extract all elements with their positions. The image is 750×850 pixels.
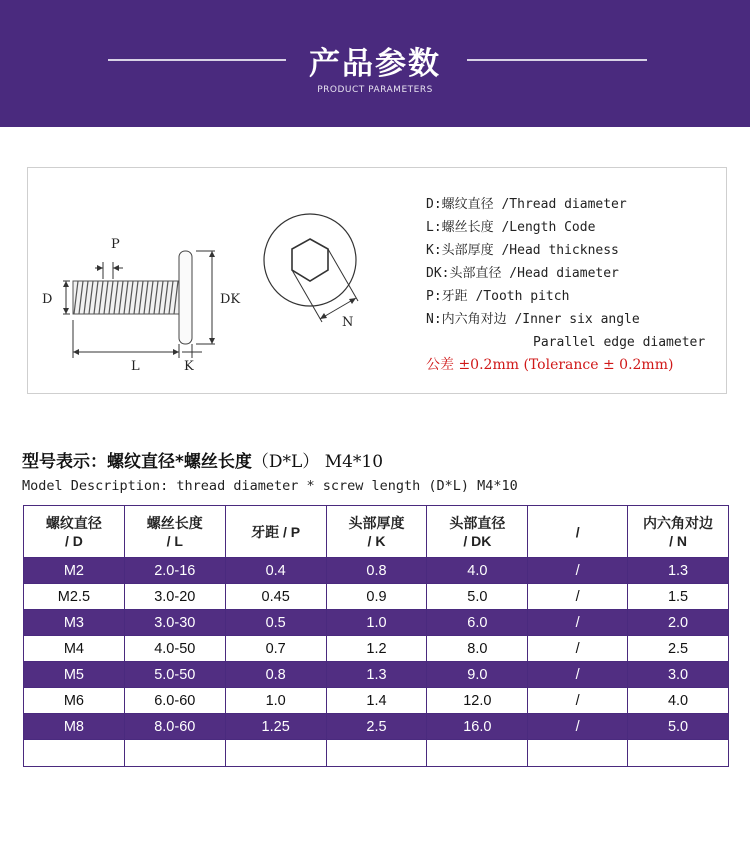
cell: / xyxy=(528,714,628,740)
cell: 1.0 xyxy=(225,688,326,714)
legend-item: N:内六角对边 /Inner six angle xyxy=(426,312,640,327)
table-row xyxy=(24,636,729,662)
header-thread-diameter xyxy=(24,506,125,558)
label-dk: DK xyxy=(220,292,241,307)
cell: 1.3 xyxy=(628,558,729,584)
table-row xyxy=(24,584,729,610)
cell: 8.0 xyxy=(427,636,528,662)
header-line: 头部直径 xyxy=(449,514,506,531)
label-l: L xyxy=(131,359,140,374)
label-d: D xyxy=(42,292,53,307)
cell xyxy=(427,740,528,767)
cell: M6 xyxy=(24,688,125,714)
cell: 1.4 xyxy=(326,688,427,714)
tolerance-note: 公差 ±0.2mm (Tolerance ± 0.2mm) xyxy=(426,357,674,373)
table-row-empty xyxy=(24,740,729,767)
cell xyxy=(225,740,326,767)
cell: 1.5 xyxy=(628,584,729,610)
header-divider-right xyxy=(467,59,647,61)
legend-item: D:螺纹直径 /Thread diameter xyxy=(426,197,627,212)
cell: / xyxy=(528,584,628,610)
page-title: 产品参数 xyxy=(309,46,441,82)
cell: 3.0-20 xyxy=(124,584,225,610)
cell: 1.3 xyxy=(326,662,427,688)
label-n: N xyxy=(342,315,354,330)
cell: M4 xyxy=(24,636,125,662)
cell: 16.0 xyxy=(427,714,528,740)
legend-item-continuation: Parallel edge diameter xyxy=(533,335,706,350)
legend-item: L:螺丝长度 /Length Code xyxy=(426,220,596,235)
cell: 1.0 xyxy=(326,610,427,636)
header-pitch xyxy=(225,506,326,558)
cell xyxy=(124,740,225,767)
cell: / xyxy=(528,610,628,636)
cell: 2.5 xyxy=(326,714,427,740)
page-subtitle: PRODUCT PARAMETERS xyxy=(317,85,433,95)
table-row xyxy=(24,610,729,636)
cell: 5.0-50 xyxy=(124,662,225,688)
header-line: / N xyxy=(669,532,687,549)
header-line: 牙距 / P xyxy=(251,523,301,540)
cell: 3.0 xyxy=(628,662,729,688)
legend-item: P:牙距 /Tooth pitch xyxy=(426,289,570,304)
header-line: / DK xyxy=(463,532,492,549)
cell: M8 xyxy=(24,714,125,740)
header-head-diameter xyxy=(427,506,528,558)
cell: 4.0 xyxy=(427,558,528,584)
cell: 6.0-60 xyxy=(124,688,225,714)
cell: 0.7 xyxy=(225,636,326,662)
header-line: / xyxy=(575,523,580,540)
legend-item: DK:头部直径 /Head diameter xyxy=(426,266,619,281)
table-row xyxy=(24,688,729,714)
header-banner xyxy=(0,0,750,127)
parameters-table xyxy=(23,505,729,767)
cell: 5.0 xyxy=(427,584,528,610)
header-line: 内六角对边 xyxy=(643,514,714,531)
header-slash xyxy=(528,506,628,558)
cell: 4.0-50 xyxy=(124,636,225,662)
table-header-row xyxy=(24,506,729,558)
cell: M3 xyxy=(24,610,125,636)
label-k: K xyxy=(184,359,194,374)
model-description-en: Model Description: thread diameter * screw length (D*L) M4*10 xyxy=(22,478,518,494)
cell: 2.0 xyxy=(628,610,729,636)
header-line: / D xyxy=(64,532,83,549)
cell: 2.5 xyxy=(628,636,729,662)
cell xyxy=(24,740,125,767)
header-line: 螺丝长度 xyxy=(146,514,203,531)
header-head-thickness xyxy=(326,506,427,558)
cell: M5 xyxy=(24,662,125,688)
cell: 3.0-30 xyxy=(124,610,225,636)
header-line: 螺纹直径 xyxy=(45,514,102,531)
header-line: / L xyxy=(166,532,183,549)
label-p: P xyxy=(111,237,120,252)
cell: 6.0 xyxy=(427,610,528,636)
model-description-cn xyxy=(22,447,383,472)
table-row xyxy=(24,714,729,740)
cell: 4.0 xyxy=(628,688,729,714)
cell: 0.5 xyxy=(225,610,326,636)
cell: 0.4 xyxy=(225,558,326,584)
header-line: / K xyxy=(367,532,386,549)
cell: M2.5 xyxy=(24,584,125,610)
cell: / xyxy=(528,662,628,688)
cell: 9.0 xyxy=(427,662,528,688)
header-hex-size xyxy=(628,506,729,558)
cell xyxy=(528,740,628,767)
cell: 5.0 xyxy=(628,714,729,740)
cell: 0.8 xyxy=(225,662,326,688)
table-row xyxy=(24,558,729,584)
cell xyxy=(628,740,729,767)
legend-item: K:头部厚度 /Head thickness xyxy=(426,243,619,258)
cell: 0.45 xyxy=(225,584,326,610)
cell xyxy=(326,740,427,767)
cell: 0.8 xyxy=(326,558,427,584)
header-line: 头部厚度 xyxy=(348,514,405,531)
table-row xyxy=(24,662,729,688)
cell: 12.0 xyxy=(427,688,528,714)
model-cn-prefix: 型号表示：螺纹直径*螺丝长度 xyxy=(22,452,252,472)
model-cn-suffix: （D*L） M4*10 xyxy=(251,452,384,472)
cell: / xyxy=(528,688,628,714)
cell: / xyxy=(528,636,628,662)
cell: / xyxy=(528,558,628,584)
cell: 1.2 xyxy=(326,636,427,662)
cell: 0.9 xyxy=(326,584,427,610)
cell: M2 xyxy=(24,558,125,584)
cell: 1.25 xyxy=(225,714,326,740)
cell: 2.0-16 xyxy=(124,558,225,584)
header-length xyxy=(124,506,225,558)
cell: 8.0-60 xyxy=(124,714,225,740)
legend-list xyxy=(426,193,705,377)
